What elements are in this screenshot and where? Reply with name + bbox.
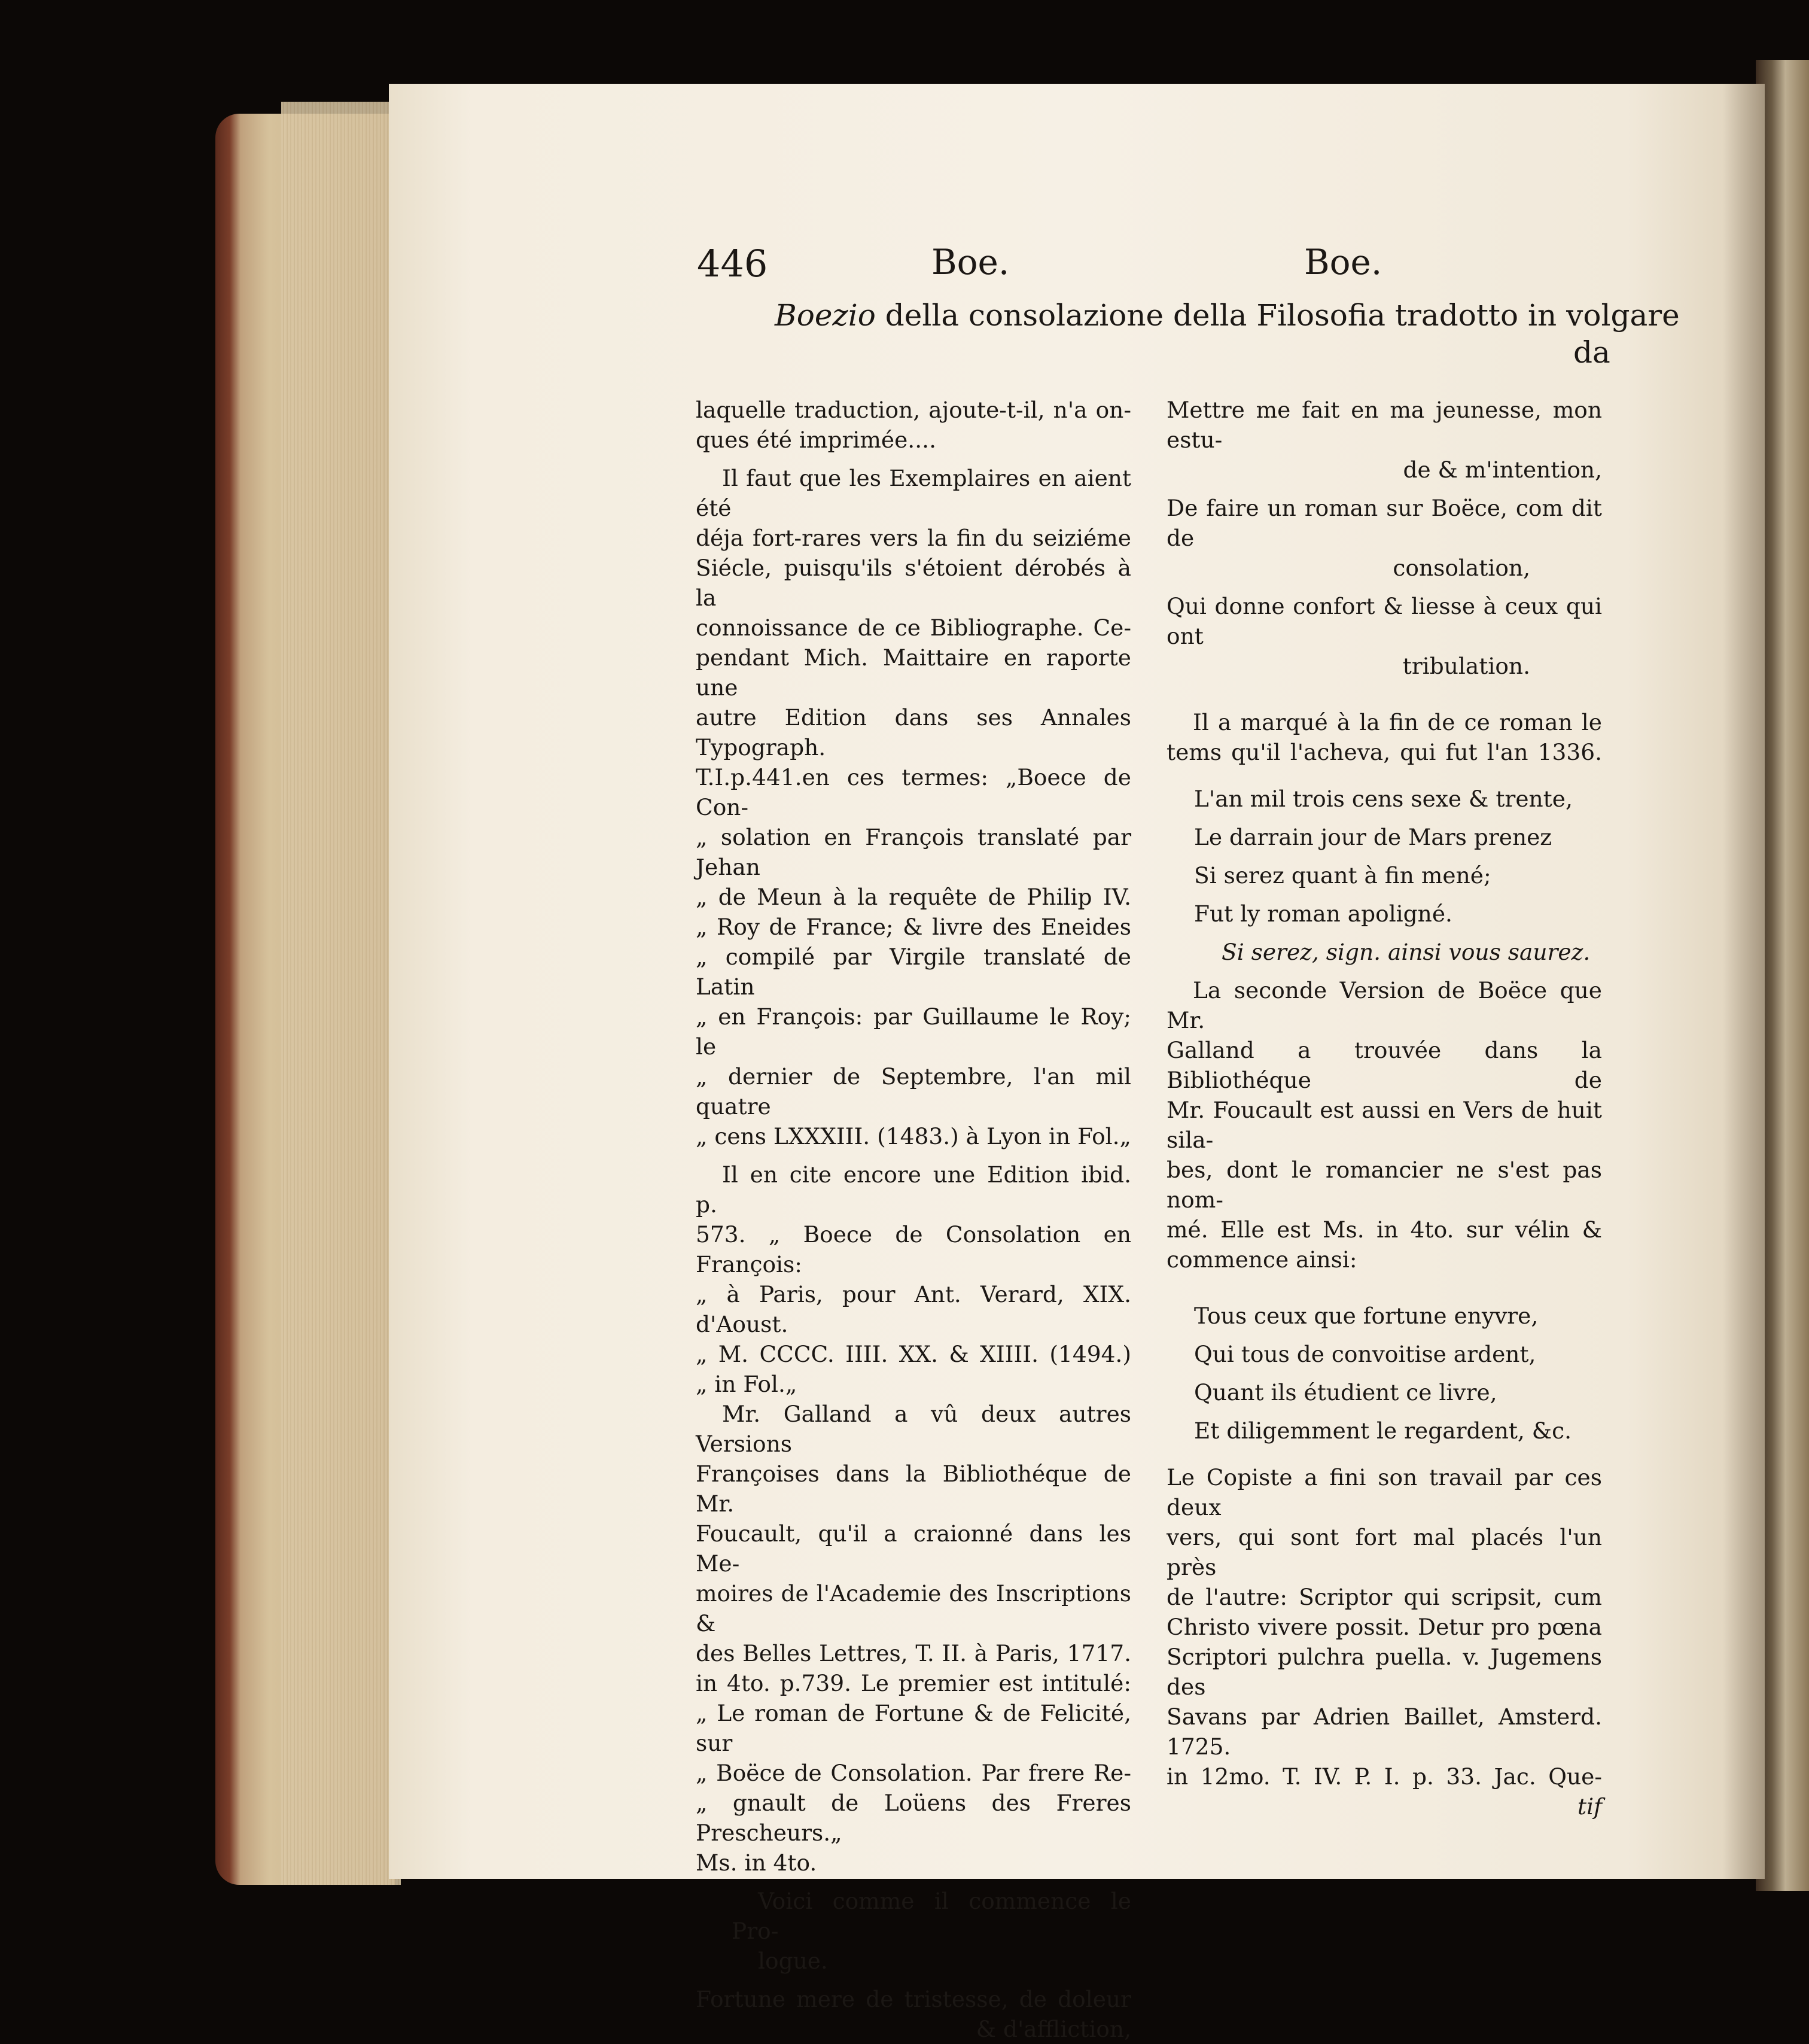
text-line: moires de l'Academie des Inscriptions &	[696, 1580, 1131, 1637]
verse-line: Et diligemment le regardent, &c.	[1194, 1418, 1572, 1444]
right-column	[1167, 395, 1602, 1821]
text-line: commence ainsi:	[1167, 1246, 1357, 1273]
text-line: tif	[1577, 1793, 1602, 1820]
text-line: „ cens LXXXIII. (1483.) à Lyon in Fol.„	[696, 1123, 1131, 1149]
text-line: „ in Fol.„	[696, 1371, 797, 1397]
text-line: des Belles Lettres, T. II. à Paris, 1717.	[696, 1640, 1131, 1666]
text-line: autre Edition dans ses Annales Typograph.	[696, 704, 1131, 761]
catchword: da	[1573, 335, 1610, 370]
text-line: „ Roy de France; & livre des Eneides	[696, 914, 1131, 940]
verse-line: Fut ly roman apoligné.	[1194, 901, 1452, 927]
verse-line: Si serez, sign. ainsi vous saurez.	[1222, 939, 1591, 965]
verse-line: tribulation.	[1402, 653, 1530, 679]
running-head-right: Boe.	[1304, 242, 1382, 282]
verse-line: Qui tous de convoitise ardent,	[1194, 1341, 1536, 1367]
verse-line: Mettre me fait en ma jeunesse, mon estu-	[1167, 397, 1602, 453]
text-line: bes, dont le romancier ne s'est pas nom-	[1167, 1157, 1602, 1213]
text-line: Scriptori pulchra puella. v. Jugemens des	[1167, 1644, 1602, 1700]
text-line: tems qu'il l'acheva, qui fut l'an 1336.	[1167, 739, 1602, 765]
text-line: in 12mo. T. IV. P. I. p. 33. Jac. Que-	[1167, 1763, 1602, 1790]
text-line: „ Le roman de Fortune & de Felicité, sur	[696, 1700, 1131, 1756]
verse-line: De faire un roman sur Boëce, com dit de	[1167, 495, 1602, 551]
text-line: „ dernier de Septembre, l'an mil quatre	[696, 1063, 1131, 1120]
text-line: mé. Elle est Ms. in 4to. sur vélin &	[1167, 1216, 1602, 1243]
text-line: Il a marqué à la fin de ce roman le	[1193, 709, 1602, 735]
text-line: Le Copiste a fini son travail par ces deux	[1167, 1464, 1602, 1520]
text-line: „ à Paris, pour Ant. Verard, XIX. d'Aoust.	[696, 1281, 1131, 1337]
text-line: Christo vivere possit. Detur pro pœna	[1167, 1614, 1602, 1640]
text-line: La seconde Version de Boëce que Mr.	[1167, 977, 1602, 1033]
verse-line: Qui donne confort & liesse à ceux qui ont	[1167, 593, 1602, 649]
verse-line: Si serez quant à fin mené;	[1194, 862, 1491, 889]
text-line: Ms. in 4to.	[696, 1850, 817, 1876]
text-line: „ Boëce de Consolation. Par frere Re-	[696, 1760, 1131, 1786]
text-line: Voici comme il commence le Pro-	[732, 1888, 1131, 1944]
running-head-left: Boe.	[931, 242, 1010, 282]
gutter-shadow	[1723, 84, 1765, 1879]
text-line: Mr. Foucault est aussi en Vers de huit sila-	[1167, 1097, 1602, 1153]
text-line: „ gnault de Loüens des Freres Prescheurs.„	[696, 1790, 1131, 1846]
verse-line: & d'affliction,	[976, 2016, 1131, 2042]
text-line: laquelle traduction, ajoute-t-il, n'a on-	[696, 397, 1131, 423]
text-line: Il faut que les Exemplaires en aient été	[696, 465, 1131, 521]
page-stack	[281, 102, 401, 1885]
verse-line: L'an mil trois cens sexe & trente,	[1194, 786, 1573, 812]
text-line: pendant Mich. Maittaire en raporte une	[696, 644, 1131, 701]
text-line: 573. „ Boece de Consolation en François:	[696, 1221, 1131, 1278]
text-line: logue.	[758, 1948, 828, 1974]
verse-line: Fortune mere de tristesse, de doleur	[696, 1986, 1131, 2012]
verse-line: Quant ils étudient ce livre,	[1194, 1379, 1497, 1406]
text-line: in 4to. p.739. Le premier est intitulé:	[696, 1670, 1131, 1696]
text-line: „ M. CCCC. IIII. XX. & XIIII. (1494.)	[696, 1341, 1131, 1367]
text-line: connoissance de ce Bibliographe. Ce-	[696, 615, 1131, 641]
title-rest: della consolazione della Filosofia tradotto in volgare	[875, 298, 1680, 333]
text-line: „ en François: par Guillaume le Roy; le	[696, 1003, 1131, 1060]
text-line: ques été imprimée....	[696, 427, 936, 453]
text-line: vers, qui sont fort mal placés l'un près	[1167, 1524, 1602, 1580]
left-column	[696, 395, 1131, 2044]
entry-title	[775, 297, 1680, 334]
text-line: de l'autre: Scriptor qui scripsit, cum	[1167, 1584, 1602, 1610]
text-line: T.I.p.441.en ces termes: „Boece de Con-	[696, 764, 1131, 820]
verse-line: de & m'intention,	[1403, 457, 1602, 483]
text-line: Foucault, qu'il a craionné dans les Me-	[696, 1520, 1131, 1577]
text-line: Il en cite encore une Edition ibid. p.	[696, 1161, 1131, 1218]
text-line: déja fort-rares vers la fin du seiziéme	[696, 525, 1131, 551]
text-line: „ de Meun à la requête de Philip IV.	[696, 884, 1131, 910]
text-line: „ compilé par Virgile translaté de Latin	[696, 944, 1131, 1000]
verse-line: consolation,	[1393, 555, 1530, 581]
text-line: Savans par Adrien Baillet, Amsterd. 1725.	[1167, 1704, 1602, 1760]
text-line: Mr. Galland a vû deux autres Versions	[696, 1401, 1131, 1457]
text-line: Galland a trouvée dans la Bibliothéque de	[1167, 1037, 1602, 1093]
title-italic: Boezio	[775, 298, 876, 333]
verse-line: Tous ceux que fortune enyvre,	[1194, 1303, 1539, 1329]
page-number: 446	[697, 242, 768, 285]
verse-line: Le darrain jour de Mars prenez	[1194, 824, 1552, 850]
text-line: Siécle, puisqu'ils s'étoient dérobés à la	[696, 555, 1131, 611]
text-line: Françoises dans la Bibliothéque de Mr.	[696, 1461, 1131, 1517]
text-line: „ solation en François translaté par Jehan	[696, 824, 1131, 880]
